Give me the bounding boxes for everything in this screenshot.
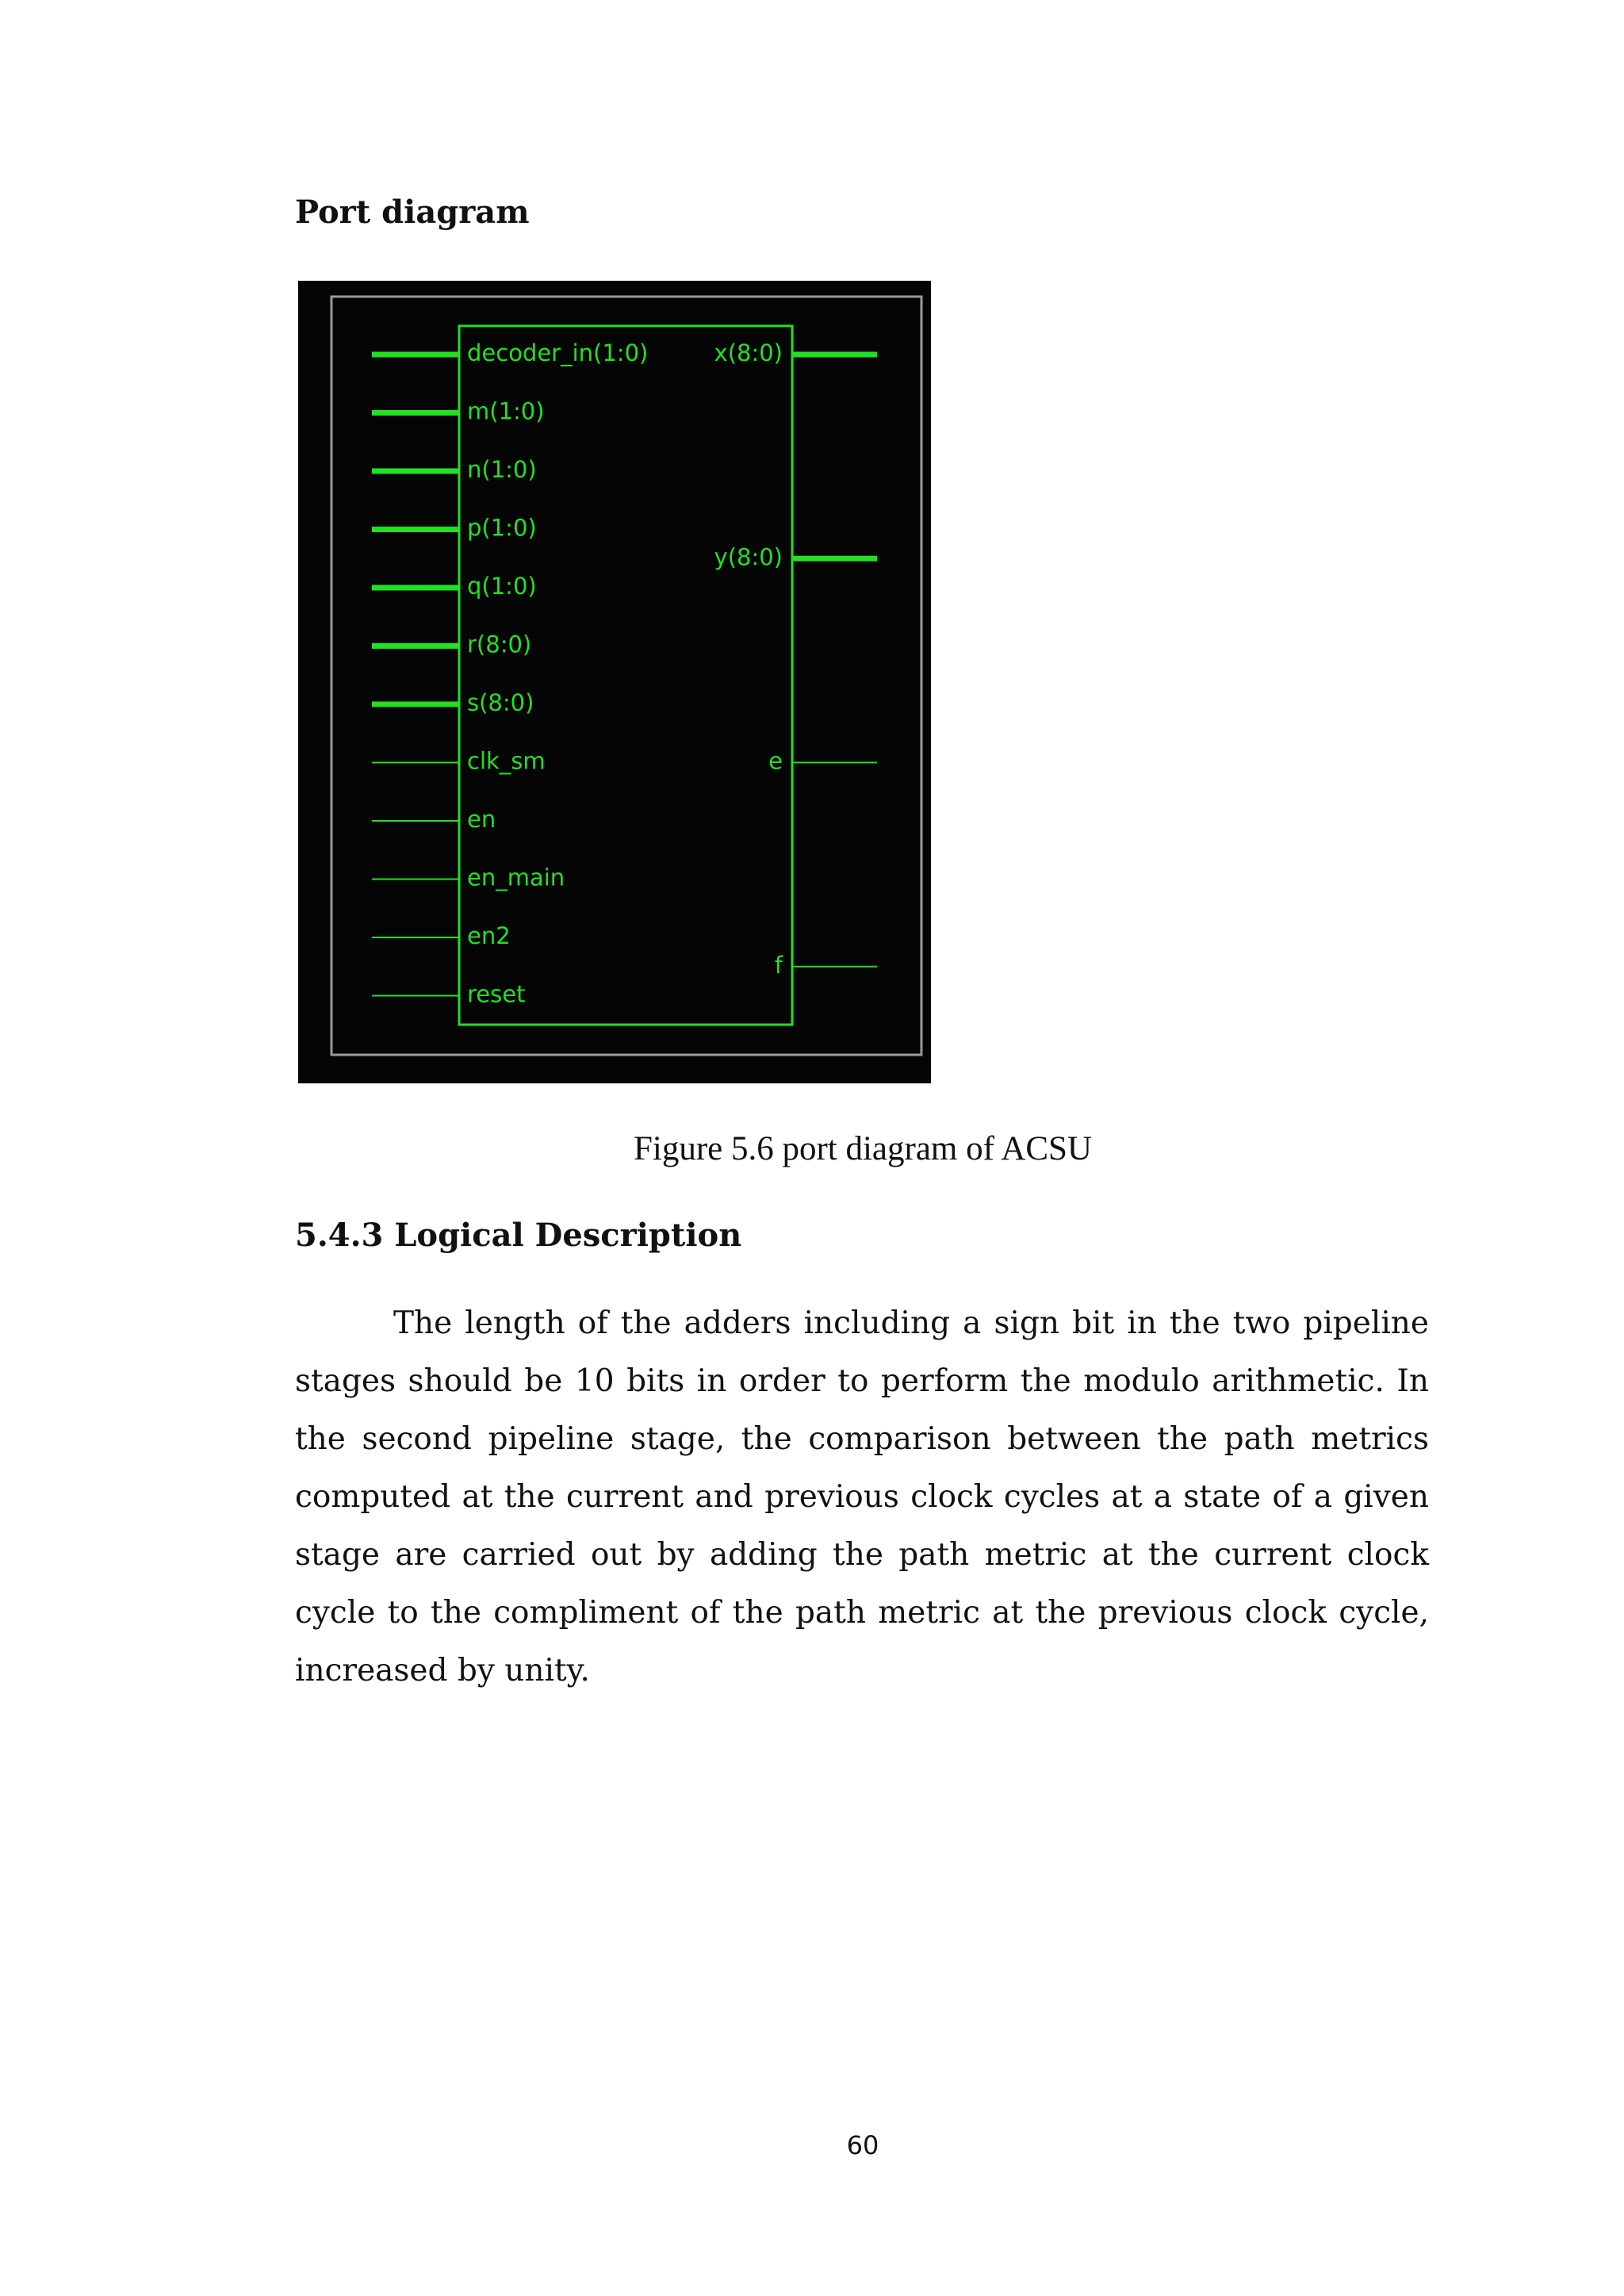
left-port-label: reset [467, 980, 526, 1008]
left-port-label: n(1:0) [467, 456, 537, 483]
port-diagram-svg [298, 281, 931, 1083]
port-diagram-heading: Port diagram [295, 194, 530, 231]
right-port-label: x(8:0) [714, 339, 783, 366]
left-port-label: en_main [467, 864, 565, 891]
body-paragraph: The length of the adders including a sign bit in the two pipeline stages should be 10 bits in order to perform the modulo arithmetic. In the second pipeline stage, the comparison between the path metrics computed at the current and previous clock cycles at a state of a given stage are carried out by adding the path metric at the current clock cycle to the compliment of the path metric at the previous clock cycle, increased by unity. [295, 1305, 1429, 1688]
right-port-label: e [768, 747, 783, 775]
acsu-component-block [459, 326, 792, 1025]
left-port-label: p(1:0) [467, 514, 537, 542]
left-port-label: q(1:0) [467, 573, 537, 600]
left-port-label: r(8:0) [467, 631, 532, 658]
left-port-label: m(1:0) [467, 397, 545, 425]
right-port-label: f [774, 951, 783, 979]
port-diagram-figure [298, 281, 931, 1083]
ports-layer [372, 339, 877, 1008]
right-port-label: y(8:0) [714, 543, 783, 571]
left-port-label: s(8:0) [467, 689, 534, 716]
left-port-label: clk_sm [467, 747, 546, 775]
figure-caption: Figure 5.6 port diagram of ACSU [633, 1130, 1093, 1167]
page-number: 60 [846, 2130, 879, 2160]
left-port-label: decoder_in(1:0) [467, 339, 649, 366]
section-heading: 5.4.3 Logical Description [295, 1217, 742, 1254]
left-port-label: en [467, 806, 496, 833]
left-port-label: en2 [467, 922, 511, 949]
